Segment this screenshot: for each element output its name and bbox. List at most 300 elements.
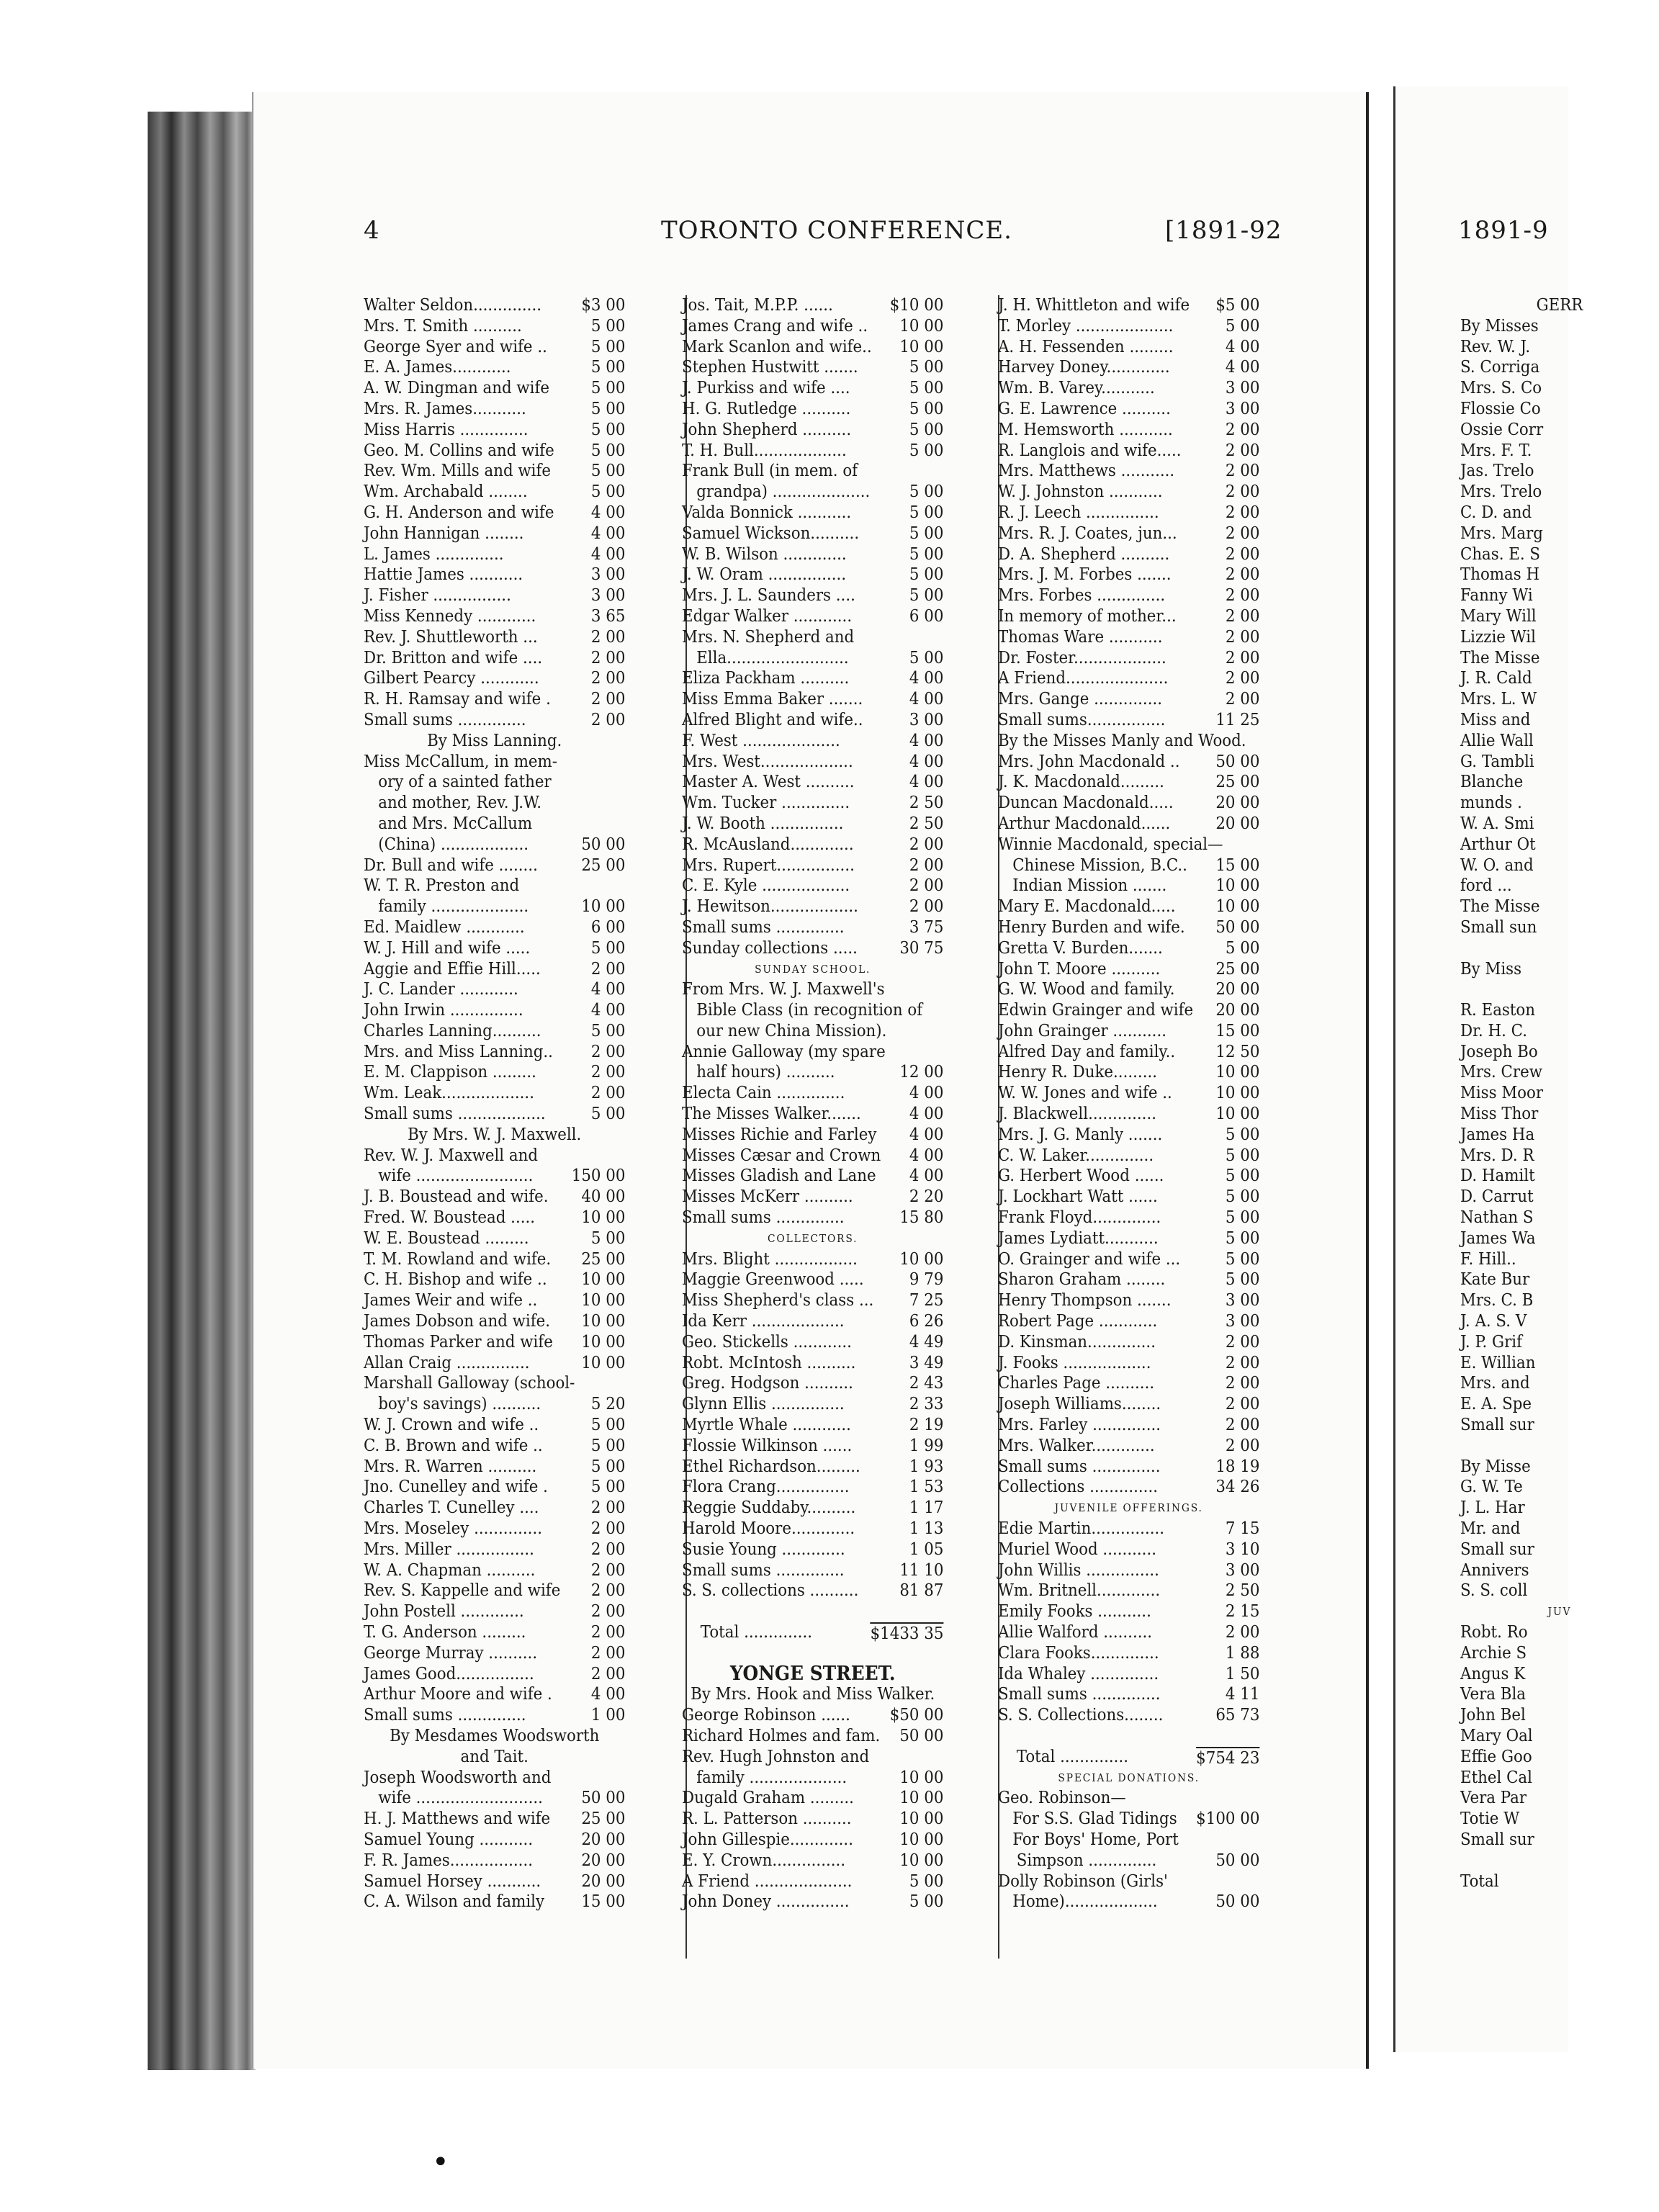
donor-entry — [682, 337, 943, 358]
donor-entry — [998, 896, 1259, 917]
donor-entry — [364, 1809, 625, 1830]
donation-amount: 2 19 — [909, 1415, 944, 1435]
donor-entry — [364, 357, 625, 378]
donation-amount: 50 00 — [1215, 1892, 1260, 1912]
donation-amount: 2 00 — [1225, 1435, 1260, 1455]
donor-entry — [682, 668, 943, 689]
donor-name: Samuel Wickson.......... — [682, 523, 860, 543]
donor-name: Miss Harris .............. — [364, 419, 529, 439]
donor-entry — [682, 710, 943, 731]
donor-name: Simpson .............. — [1016, 1850, 1157, 1870]
donor-name: D. Kinsman.............. — [998, 1331, 1156, 1352]
donor-entry — [998, 1539, 1259, 1560]
donation-amount: $10 00 — [889, 295, 944, 315]
donor-name: Mary E. Macdonald..... — [998, 896, 1176, 917]
donor-name: The Misse — [1460, 647, 1540, 667]
donor-entry — [682, 1353, 943, 1374]
donor-name: Dugald Graham ......... — [682, 1788, 854, 1808]
donor-entry — [998, 1208, 1259, 1228]
donor-entry — [1460, 1457, 1659, 1478]
donor-name: Jos. Tait, M.P.P. ...... — [682, 295, 833, 315]
donor-name: Annie Galloway (my spare — [682, 1041, 886, 1061]
donor-name: Mrs. L. W — [1460, 689, 1537, 709]
donor-name: J. B. Boustead and wife. — [364, 1187, 549, 1207]
donor-entry — [1460, 896, 1659, 917]
donor-name: L. James .............. — [364, 544, 504, 564]
donor-entry — [1460, 1768, 1659, 1789]
donor-entry — [998, 1311, 1259, 1332]
section-heading — [364, 1726, 625, 1747]
donor-name: Mrs. J. L. Saunders .... — [682, 585, 855, 606]
donor-entry — [1460, 1166, 1659, 1187]
donation-amount: 10 00 — [899, 1829, 944, 1849]
donation-amount: 10 00 — [581, 896, 626, 917]
donor-name: C. H. Bishop and wife .. — [364, 1269, 547, 1290]
donation-amount: 4 00 — [590, 1000, 626, 1020]
donor-name: Edwin Grainger and wife — [998, 1000, 1194, 1020]
donor-entry — [998, 544, 1259, 565]
donor-entry — [1460, 1560, 1659, 1581]
donor-name: Muriel Wood ........... — [998, 1539, 1157, 1559]
donor-entry — [364, 1332, 625, 1353]
donor-entry — [364, 565, 625, 585]
donor-entry — [682, 1042, 943, 1063]
donation-amount: 5 00 — [909, 419, 944, 439]
donor-name: In memory of mother... — [998, 606, 1177, 626]
donor-entry — [1460, 917, 1659, 938]
donor-name: Ethel Richardson......... — [682, 1456, 860, 1476]
donation-amount: 5 00 — [590, 357, 626, 377]
donation-amount: 5 00 — [590, 440, 626, 460]
donor-entry — [682, 441, 943, 462]
donor-entry — [998, 1643, 1259, 1664]
donation-amount: 6 26 — [909, 1311, 944, 1331]
donor-name: C. B. Brown and wife .. — [364, 1435, 543, 1455]
donation-amount: 1 05 — [909, 1539, 944, 1559]
donor-name: Effie Goo — [1460, 1746, 1532, 1766]
donor-name: Ida Kerr ................... — [682, 1311, 845, 1331]
donor-name: Myrtle Whale ............ — [682, 1415, 851, 1435]
donor-name: Chas. E. S — [1460, 544, 1541, 564]
donor-column-3 — [998, 295, 1259, 1912]
donor-entry — [998, 1104, 1259, 1125]
heading-text: GERR — [1536, 295, 1583, 315]
right-page-year: 1891-9 — [1458, 216, 1549, 245]
donor-entry — [998, 876, 1259, 896]
donor-name: Jas. Trelo — [1460, 461, 1534, 481]
donor-name: Mrs. Gange .............. — [998, 689, 1163, 709]
donor-name: J. Hewitson.................. — [682, 896, 858, 917]
donation-amount: 3 00 — [909, 709, 944, 729]
donation-amount: 5 00 — [909, 523, 944, 543]
donor-name: Frank Floyd.............. — [998, 1208, 1161, 1228]
donor-entry — [998, 1519, 1259, 1539]
donor-entry — [998, 1269, 1259, 1290]
donation-amount: 3 00 — [1225, 1560, 1260, 1580]
donor-name: W. B. Wilson ............. — [682, 544, 847, 564]
donor-entry — [364, 1353, 625, 1374]
donor-name: Mrs. Marg — [1460, 523, 1543, 543]
donation-amount: 5 00 — [590, 398, 626, 418]
donor-name: Robert Page ............ — [998, 1311, 1158, 1331]
donor-name: Dr. H. C. — [1460, 1020, 1528, 1040]
donor-entry — [364, 1311, 625, 1332]
donor-name: Joseph Williams........ — [998, 1394, 1161, 1414]
donation-amount: 3 00 — [1225, 1311, 1260, 1331]
donor-entry — [682, 316, 943, 337]
donation-amount: $3 00 — [581, 295, 626, 315]
donor-name: Frank Bull (in mem. of — [682, 461, 858, 481]
donation-amount: 5 00 — [1225, 1208, 1260, 1228]
subsection-heading — [1460, 1601, 1659, 1622]
blank-line — [1460, 938, 1659, 959]
donation-amount: 10 00 — [899, 1850, 944, 1870]
donor-entry — [998, 295, 1259, 316]
donation-amount: 5 00 — [909, 585, 944, 606]
donor-name: Kate Bur — [1460, 1269, 1530, 1290]
heading-text: By Mrs. W. J. Maxwell. — [408, 1124, 582, 1144]
donation-amount: $100 00 — [1196, 1809, 1260, 1829]
donation-amount: 10 00 — [1215, 876, 1260, 896]
donation-amount: 2 00 — [590, 1539, 626, 1559]
donor-name: Electa Cain .............. — [682, 1083, 845, 1103]
donor-name: John Bel — [1460, 1705, 1526, 1725]
donor-entry — [682, 1415, 943, 1436]
donor-entry — [998, 1457, 1259, 1478]
donor-entry — [998, 1830, 1259, 1851]
donor-entry — [1460, 627, 1659, 648]
donor-entry — [998, 1228, 1259, 1249]
donation-amount: 5 00 — [1225, 1166, 1260, 1186]
donor-entry — [682, 1062, 943, 1083]
donation-amount: 2 00 — [590, 1601, 626, 1622]
blank-line — [1460, 979, 1659, 1000]
donor-entry — [364, 835, 625, 855]
donor-name: Mrs. John Macdonald .. — [998, 751, 1180, 771]
donation-amount: 2 00 — [1225, 1622, 1260, 1642]
donor-entry — [364, 1269, 625, 1290]
donor-name: Master A. West .......... — [682, 772, 855, 792]
donor-entry — [998, 1290, 1259, 1311]
donation-amount: 3 00 — [1225, 1290, 1260, 1310]
section-heading — [1460, 295, 1659, 316]
donor-entry — [364, 1457, 625, 1478]
heading-text: JUV — [1547, 1605, 1572, 1619]
donation-amount: 20 00 — [1215, 979, 1260, 999]
donation-amount: 2 15 — [1225, 1601, 1260, 1622]
donor-name: John Hannigan ........ — [364, 523, 524, 543]
donor-entry — [998, 1477, 1259, 1498]
donor-entry — [364, 337, 625, 358]
donor-name: Annivers — [1460, 1560, 1529, 1580]
donor-entry — [364, 1830, 625, 1851]
donor-entry — [682, 1809, 943, 1830]
donor-entry — [682, 1104, 943, 1125]
donor-name: W. J. Crown and wife .. — [364, 1415, 539, 1435]
donor-name: Wm. Leak................... — [364, 1083, 535, 1103]
donor-name: Eliza Packham .......... — [682, 668, 850, 688]
donor-name: Small sums .............. — [364, 709, 526, 729]
donor-name: Angus K — [1460, 1663, 1526, 1683]
donor-name: Jno. Cunelley and wife . — [364, 1477, 548, 1497]
donor-entry — [364, 461, 625, 482]
donor-entry — [1460, 1187, 1659, 1208]
donation-amount: 10 00 — [581, 1290, 626, 1310]
donation-amount: 20 00 — [581, 1829, 626, 1849]
donor-name: W. A. Smi — [1460, 813, 1534, 833]
donor-name: Miss Thor — [1460, 1104, 1539, 1124]
donor-entry — [1460, 337, 1659, 358]
subsection-heading — [682, 959, 943, 980]
donor-name: G. E. Lawrence .......... — [998, 398, 1171, 418]
donation-amount: 5 00 — [590, 1020, 626, 1040]
blank-line — [1460, 1851, 1659, 1871]
donor-name: Ella......................... — [696, 647, 849, 667]
donor-entry — [364, 689, 625, 710]
donor-entry — [682, 399, 943, 420]
donation-amount: 10 00 — [1215, 1062, 1260, 1082]
donor-entry — [1460, 855, 1659, 876]
donor-name: W. J. Hill and wife ..... — [364, 938, 531, 958]
donor-name: Joseph Bo — [1460, 1041, 1538, 1061]
donor-name: R. L. Patterson .......... — [682, 1809, 852, 1829]
donor-entry — [682, 917, 943, 938]
donor-column-1 — [364, 295, 625, 1912]
donor-entry — [364, 1228, 625, 1249]
donor-name: J. P. Grif — [1460, 1331, 1523, 1352]
donor-name: From Mrs. W. J. Maxwell's — [682, 979, 885, 999]
donor-name: Mrs. Trelo — [1460, 482, 1542, 502]
donor-name: J. Lockhart Watt ...... — [998, 1187, 1158, 1207]
donor-entry — [364, 1768, 625, 1789]
donor-entry — [998, 1560, 1259, 1581]
donor-entry — [682, 1021, 943, 1042]
donor-name: Harold Moore............. — [682, 1519, 855, 1539]
donor-entry — [998, 814, 1259, 835]
donor-entry — [998, 1684, 1259, 1705]
donor-entry — [682, 1851, 943, 1871]
donor-name: J. W. Booth ............... — [682, 813, 844, 833]
donor-entry — [998, 420, 1259, 441]
donor-name: Small sur — [1460, 1415, 1534, 1435]
donation-amount: 2 00 — [1225, 565, 1260, 585]
donation-amount: 2 00 — [909, 834, 944, 854]
donor-entry — [998, 1394, 1259, 1415]
donor-name: H. G. Rutledge .......... — [682, 398, 851, 418]
donor-name: George Robinson ...... — [682, 1705, 850, 1725]
donor-name: Ethel Cal — [1460, 1767, 1532, 1787]
donor-name: John Gillespie............. — [682, 1829, 853, 1849]
donor-entry — [682, 731, 943, 752]
donor-entry — [682, 1083, 943, 1104]
donor-entry — [682, 772, 943, 793]
donation-amount: 15 80 — [899, 1208, 944, 1228]
donor-entry — [364, 523, 625, 544]
donor-name: munds . — [1460, 793, 1522, 813]
donor-name: R. McAusland............. — [682, 834, 854, 854]
donor-entry — [364, 441, 625, 462]
donor-entry — [682, 793, 943, 814]
donor-name: E. Willian — [1460, 1352, 1536, 1372]
donor-entry — [998, 1373, 1259, 1394]
donor-entry — [682, 1249, 943, 1270]
donation-amount: 5 00 — [909, 544, 944, 564]
donor-entry — [1460, 420, 1659, 441]
donor-name: Charles T. Cunelley .... — [364, 1498, 539, 1518]
donor-name: Small sums................ — [998, 709, 1166, 729]
donor-entry — [998, 1166, 1259, 1187]
donor-entry — [998, 959, 1259, 980]
donation-amount: 6 00 — [909, 606, 944, 626]
donor-name: H. J. Matthews and wife — [364, 1809, 551, 1829]
donor-name: Sunday collections ..... — [682, 938, 858, 958]
donation-amount: $5 00 — [1215, 295, 1260, 315]
donor-entry — [364, 1871, 625, 1892]
donation-amount: 30 75 — [899, 938, 944, 958]
donor-entry — [998, 1705, 1259, 1726]
donor-name: J. A. S. V — [1460, 1311, 1527, 1331]
donation-amount: 2 00 — [1225, 523, 1260, 543]
donor-entry — [998, 1249, 1259, 1270]
donor-name: Dr. Foster................... — [998, 647, 1166, 667]
donor-name: Indian Mission ....... — [1012, 876, 1167, 896]
donor-entry — [364, 917, 625, 938]
donor-entry — [364, 482, 625, 503]
donation-amount: 50 00 — [899, 1725, 944, 1745]
donor-entry — [682, 1332, 943, 1353]
donor-entry — [364, 710, 625, 731]
donor-entry — [364, 544, 625, 565]
donor-entry — [682, 461, 943, 482]
donation-amount: 25 00 — [1215, 772, 1260, 792]
donation-amount: 5 00 — [590, 315, 626, 336]
donor-entry — [364, 1892, 625, 1912]
donor-entry — [364, 1373, 625, 1394]
donor-name: Richard Holmes and fam. — [682, 1725, 881, 1745]
donation-amount: 4 00 — [590, 979, 626, 999]
donor-name: Dr. Bull and wife ........ — [364, 855, 538, 875]
donation-amount: 12 00 — [899, 1062, 944, 1082]
donation-amount: 3 00 — [1225, 378, 1260, 398]
donor-entry — [682, 482, 943, 503]
donor-entry — [364, 1664, 625, 1685]
donation-amount: 12 50 — [1215, 1041, 1260, 1061]
donation-amount: 2 00 — [909, 855, 944, 875]
donation-amount: 2 00 — [590, 1062, 626, 1082]
donor-name: Aggie and Effie Hill..... — [364, 958, 541, 979]
donor-entry — [682, 357, 943, 378]
donor-name: Mrs. Moseley .............. — [364, 1519, 543, 1539]
donation-amount: 2 00 — [590, 1560, 626, 1580]
donation-amount: 50 00 — [1215, 751, 1260, 771]
donor-name: W. E. Boustead ......... — [364, 1228, 529, 1248]
donor-entry — [1460, 752, 1659, 773]
donor-name: S. Corriga — [1460, 357, 1540, 377]
donor-name: Clara Fooks.............. — [998, 1642, 1159, 1663]
donor-entry — [1460, 1208, 1659, 1228]
running-title: TORONTO CONFERENCE. — [661, 216, 1012, 245]
donor-entry — [1460, 1830, 1659, 1851]
donation-amount: 11 10 — [899, 1560, 944, 1580]
donor-entry — [364, 979, 625, 1000]
donor-name: Charles Page .......... — [998, 1373, 1155, 1393]
donor-entry — [1460, 1332, 1659, 1353]
donor-entry — [364, 1290, 625, 1311]
donor-name: family .................... — [696, 1767, 848, 1787]
donor-name: Mary Will — [1460, 606, 1537, 626]
donor-name: Thomas Ware ........... — [998, 626, 1163, 647]
donor-name: Mrs. N. Shepherd and — [682, 626, 855, 647]
donor-name: Thomas Parker and wife — [364, 1331, 553, 1352]
donation-amount: 4 49 — [909, 1331, 944, 1352]
donor-entry — [1460, 814, 1659, 835]
donor-name: R. Langlois and wife..... — [998, 440, 1182, 460]
donor-name: John Postell ............. — [364, 1601, 524, 1622]
donation-amount: 1 99 — [909, 1435, 944, 1455]
donor-name: G. Herbert Wood ...... — [998, 1166, 1164, 1186]
donation-amount: 10 00 — [1215, 1083, 1260, 1103]
donor-entry — [364, 1560, 625, 1581]
donation-amount: 5 00 — [590, 419, 626, 439]
donor-entry — [364, 1104, 625, 1125]
donation-amount: 4 00 — [590, 502, 626, 522]
donor-name: Geo. M. Collins and wife — [364, 440, 554, 460]
donor-entry — [1460, 503, 1659, 523]
donation-amount: 20 00 — [581, 1850, 626, 1870]
donation-amount: 5 00 — [590, 1228, 626, 1248]
donor-entry — [998, 835, 1259, 855]
donor-name: Vera Bla — [1460, 1684, 1526, 1704]
donor-name: Fred. W. Boustead ..... — [364, 1208, 536, 1228]
donor-entry — [364, 295, 625, 316]
donation-amount: 5 00 — [590, 461, 626, 481]
donor-name: Emily Fooks ........... — [998, 1601, 1151, 1622]
donor-name: Geo. Robinson— — [998, 1788, 1126, 1808]
donor-entry — [1460, 1062, 1659, 1083]
page-number: 4 — [364, 216, 380, 245]
donor-name: Henry Thompson ....... — [998, 1290, 1172, 1310]
donation-amount: 10 00 — [581, 1331, 626, 1352]
donor-entry — [1460, 793, 1659, 814]
donor-entry — [1460, 544, 1659, 565]
donor-entry — [1460, 1228, 1659, 1249]
donor-entry — [682, 979, 943, 1000]
donor-entry — [682, 1498, 943, 1519]
donor-name: Henry Burden and wife. — [998, 917, 1185, 937]
donor-entry — [682, 1000, 943, 1021]
donor-name: G. W. Te — [1460, 1477, 1523, 1497]
donor-name: J. Blackwell.............. — [998, 1104, 1157, 1124]
donor-entry — [1460, 1747, 1659, 1768]
donation-amount: $754 23 — [1196, 1748, 1260, 1768]
donor-entry — [998, 627, 1259, 648]
donor-name: M. Hemsworth ........... — [998, 419, 1173, 439]
donor-entry — [682, 585, 943, 606]
donor-name: Collections .............. — [998, 1477, 1159, 1497]
donor-name: Alfred Blight and wife.. — [682, 709, 863, 729]
donation-amount: 2 00 — [590, 1622, 626, 1642]
donation-amount: 3 00 — [590, 585, 626, 606]
donor-entry — [998, 917, 1259, 938]
donation-amount: 10 00 — [581, 1269, 626, 1290]
donation-amount: 5 00 — [590, 1477, 626, 1497]
donor-entry — [364, 399, 625, 420]
donor-name: Mrs. Crew — [1460, 1062, 1542, 1082]
donor-name: Miss McCallum, in mem- — [364, 751, 557, 771]
donor-entry — [998, 1871, 1259, 1892]
donation-amount: 9 79 — [909, 1269, 944, 1290]
donation-amount: 5 00 — [909, 1892, 944, 1912]
